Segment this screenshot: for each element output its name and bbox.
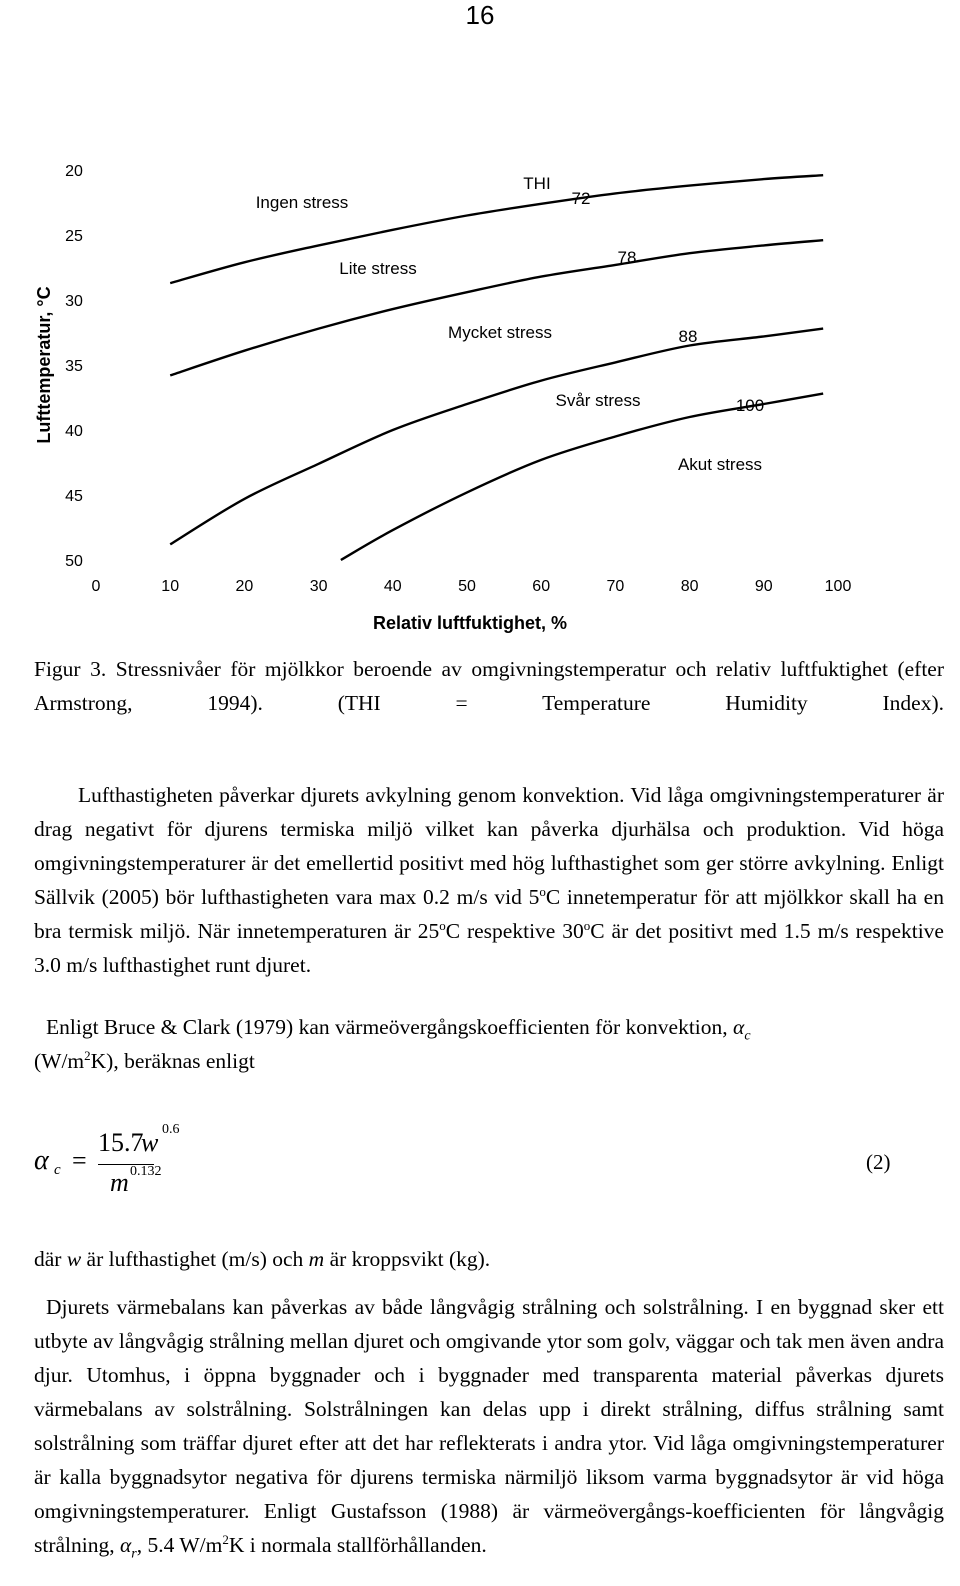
x-tick-label: 40: [383, 578, 402, 595]
figure-caption: [34, 652, 944, 720]
formula-denominator-var: m: [110, 1168, 129, 1197]
y-tick-label: 50: [65, 553, 83, 570]
thi-curves: [170, 175, 823, 560]
thi-curve-100: [341, 394, 823, 560]
where-b: är lufthastighet (m/s) och: [86, 1247, 304, 1271]
y-tick-label: 20: [65, 163, 83, 180]
y-tick-label: 25: [65, 228, 83, 245]
formula-numerator: 15.7: [98, 1128, 144, 1157]
y-tick-label: 45: [65, 488, 83, 505]
p2-alpha: α: [733, 1015, 745, 1039]
p1-text-a: Lufthastigheten påverkar djurets avkylning genom konvektion. Vid låga omgivningstemperaturer är drag negativt för djurens termiska miljö vilket kan påverka djurhälsa och produktion. Vid höga omgivningstemperaturer är det emellertid positivt med hög lufthastighet som ger större avkylning. Enligt Sällvik (2005) bör lufthastigheten vara max 0.2 m/s vid 5: [34, 783, 944, 909]
where-w: w: [66, 1247, 82, 1271]
page-number: 16: [465, 0, 495, 30]
x-tick-label: 90: [754, 578, 773, 595]
formula-denominator-exp: 0.132: [130, 1164, 162, 1179]
x-tick-label: 10: [161, 578, 180, 595]
legend-title-thi: THI: [523, 174, 551, 193]
zone-label: Mycket stress: [448, 323, 552, 342]
x-tick-label: 100: [824, 578, 852, 595]
thi-series-label: 88: [678, 327, 698, 346]
paragraph-radiation: [34, 1290, 944, 1562]
thi-series-label: 100: [735, 396, 765, 415]
paragraph-where: [34, 1242, 944, 1276]
p2-sup: 2: [84, 1047, 91, 1063]
thi-chart: [0, 150, 960, 650]
caption-text: Figur 3. Stressnivåer för mjölkkor beroende av omgivningstemperatur och relativ luftfuktighet (efter Armstrong, 1994). (THI = Temperature Humidity Index).: [34, 657, 944, 715]
x-tick-label: 20: [235, 578, 254, 595]
y-tick-label: 30: [65, 293, 83, 310]
zone-label: Akut stress: [677, 455, 763, 474]
thi-curve-88: [170, 329, 823, 545]
formula-lhs-sub: c: [54, 1162, 61, 1178]
formula-equals: =: [72, 1146, 87, 1175]
p3-text-a: Djurets värmebalans kan påverkas av både långvågig strålning och solstrålning. I en byggnad sker ett utbyte av långvågig strålning mellan djuret och omgivande ytor som golv, väggar och tak men även andra djur. Utomhus, i öppna byggnader och i byggnader med transparenta material påverkas djurets värmebalans av solstrålning. Solstrålningen kan delas upp i direkt strålning, diffus strålning samt solstrålning som träffar djuret efter att det har reflekterats i andra ytor. Vid låga omgivningstemperaturer är kalla byggnadsytor negativa för djurens termiska närmiljö liksom varma byggnadsytor är vid höga omgivningstemperaturer. Enligt Gustafsson (1988) är värmeövergångs-koefficienten för långvågig strålning,: [34, 1295, 944, 1557]
x-tick-label: 80: [680, 578, 699, 595]
p1-sup-2: o: [439, 917, 446, 933]
p3-text-b: , 5.4 W/m: [136, 1533, 223, 1557]
zone-label: Svår stress: [555, 391, 641, 410]
p2-text-c: K), beräknas enligt: [90, 1049, 255, 1073]
p1-text-b: C innetemperatur för att mjölkkor skall ha en bra termisk miljö. När innetemperaturen är 25: [34, 885, 944, 943]
paragraph-convection: [34, 1010, 944, 1078]
thi-curve-72: [170, 175, 823, 283]
x-tick-label: 0: [91, 578, 101, 595]
p2-text-a: Enligt Bruce & Clark (1979) kan värmeövergångskoefficienten för konvektion,: [46, 1015, 728, 1039]
p2-alpha-sub: c: [744, 1028, 751, 1044]
p1-text-c: C respektive 30: [445, 919, 584, 943]
x-tick-label: 60: [532, 578, 551, 595]
formula-numerator-var: w: [141, 1128, 159, 1157]
x-tick-label: 30: [309, 578, 328, 595]
y-axis-ticks: [65, 163, 83, 570]
y-tick-label: 40: [65, 423, 83, 440]
zone-label: Ingen stress: [255, 193, 349, 212]
p3-sup: 2: [222, 1531, 229, 1547]
x-tick-label: 70: [606, 578, 625, 595]
where-a: där: [34, 1247, 62, 1271]
thi-curve-78: [170, 240, 823, 375]
p3-alpha-sub: r: [131, 1546, 137, 1562]
p3-alpha: α: [120, 1533, 132, 1557]
formula-numerator-exp: 0.6: [162, 1122, 180, 1137]
p1-sup-3: o: [583, 917, 591, 933]
p2-text-b: (W/m: [34, 1049, 85, 1073]
where-m: m: [308, 1247, 325, 1271]
p1-sup-1: o: [539, 883, 546, 899]
formula-lhs: α: [34, 1145, 49, 1176]
x-axis-label: Relativ luftfuktighet, %: [372, 613, 568, 633]
y-axis-label: Lufttemperatur, °C: [34, 286, 54, 444]
equation-2: [0, 1120, 960, 1210]
thi-series-label: 78: [617, 248, 637, 267]
paragraph-airspeed: [34, 778, 944, 982]
where-c: är kroppsvikt (kg).: [329, 1247, 491, 1271]
y-tick-label: 35: [65, 358, 83, 375]
equation-number: (2): [866, 1150, 891, 1174]
zone-labels: [256, 189, 764, 474]
zone-label: Lite stress: [339, 259, 417, 278]
thi-series-label: 72: [571, 189, 591, 208]
p1-text-d: C är det positivt med 1.5 m/s respektive 3.0 m/s lufthastighet runt djuret.: [34, 919, 944, 977]
x-axis-ticks: [92, 578, 852, 595]
x-tick-label: 50: [458, 578, 476, 595]
p3-text-c: K i normala stallförhållanden.: [228, 1533, 487, 1557]
